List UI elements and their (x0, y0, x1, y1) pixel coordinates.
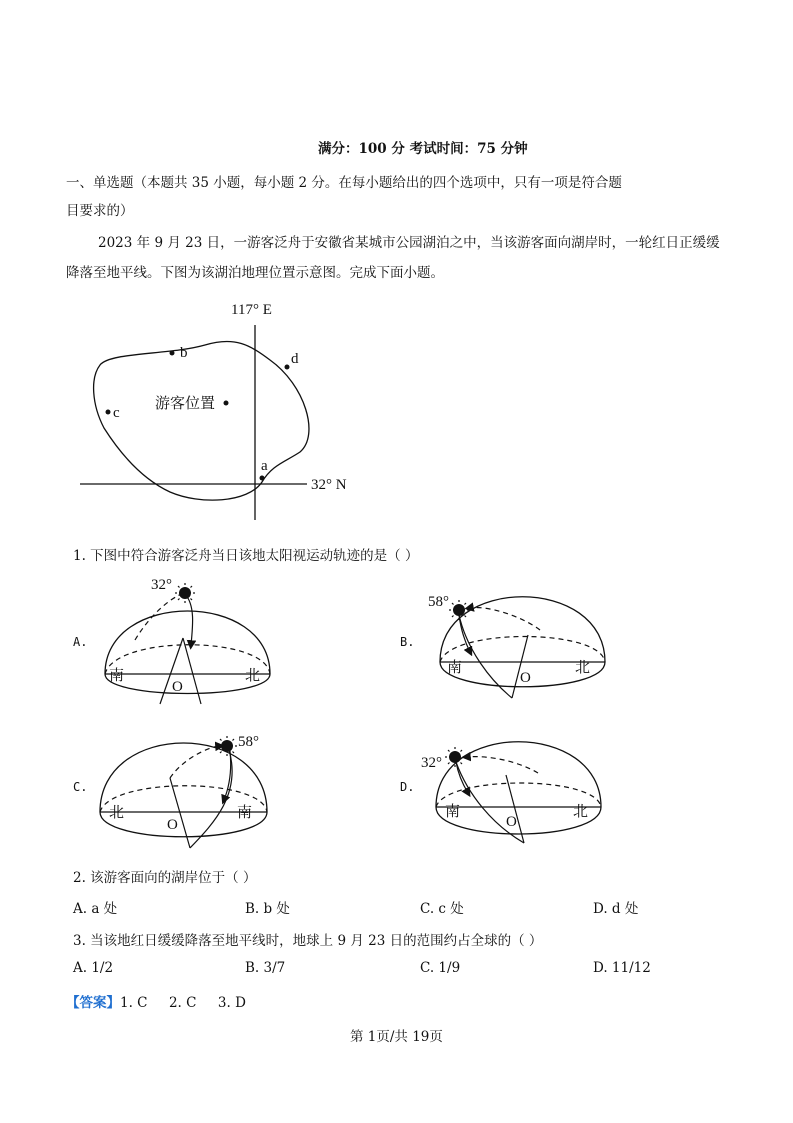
sun-icon (221, 740, 233, 752)
q1-option-b-diagram (425, 570, 615, 710)
q2-option-d[interactable]: D. d 处 (593, 901, 639, 917)
q1-option-c-diagram (92, 725, 282, 860)
center-label: O (172, 679, 183, 695)
right-direction: 北 (573, 804, 589, 820)
q3-option-c[interactable]: C. 1/9 (420, 960, 461, 976)
point-b-label: b (180, 345, 188, 361)
q1-option-d-letter[interactable]: D. (400, 780, 415, 794)
q2-option-b[interactable]: B. b 处 (245, 901, 290, 917)
q3-option-a[interactable]: A. 1/2 (73, 960, 114, 976)
point-a-label: a (261, 458, 268, 474)
angle-label: 32° (151, 577, 172, 593)
right-direction: 北 (245, 668, 261, 684)
q3-option-b[interactable]: B. 3/7 (245, 960, 286, 976)
section-title-line1: 一、单选题（本题共 35 小题，每小题 2 分。在每小题给出的四个选项中，只有一项是符合题 (66, 175, 622, 191)
center-label: O (520, 670, 531, 686)
page-footer: 第 1页/共 19页 (350, 1029, 443, 1045)
passage-line2: 降落至地平线。下图为该湖泊地理位置示意图。完成下面小题。 (66, 265, 444, 281)
q3-option-d[interactable]: D. 11/12 (593, 960, 651, 976)
tourist-label: 游客位置 (155, 396, 216, 412)
parallel-label: 32° N (311, 477, 347, 493)
sun-icon (453, 604, 465, 616)
q3-stem: 3. 当该地红日缓缓降落至地平线时，地球上 9 月 23 日的范围约占全球的（ ） (73, 933, 543, 949)
q2-option-a[interactable]: A. a 处 (73, 901, 118, 917)
center-label: O (506, 814, 517, 830)
point-d-dot (285, 365, 290, 370)
left-direction: 南 (109, 668, 125, 684)
angle-label: 58° (238, 734, 259, 750)
center-label: O (167, 817, 178, 833)
lake-outline (94, 341, 309, 500)
point-c-dot (106, 410, 111, 415)
point-c-label: c (113, 405, 120, 421)
answer-text: 1. C 2. C 3. D (120, 995, 246, 1011)
q1-option-a-diagram (95, 570, 285, 710)
angle-label: 58° (428, 594, 449, 610)
point-a-dot (260, 476, 265, 481)
q2-stem: 2. 该游客面向的湖岸位于（ ） (73, 870, 257, 886)
sun-icon (179, 587, 191, 599)
q1-option-a-letter[interactable]: A. (73, 635, 88, 649)
q1-option-b-letter[interactable]: B. (400, 635, 415, 649)
point-d-label: d (291, 351, 299, 367)
left-direction: 北 (109, 805, 125, 821)
answer-line (66, 991, 246, 1011)
right-direction: 南 (237, 805, 253, 821)
answer-tag: 【答案】 (66, 995, 120, 1011)
sun-icon (449, 751, 461, 763)
section-title-line2: 目要求的） (66, 203, 134, 219)
point-b-dot (170, 351, 175, 356)
angle-label: 32° (421, 755, 442, 771)
left-direction: 南 (447, 660, 463, 676)
tourist-dot (224, 401, 229, 406)
meridian-label: 117° E (231, 302, 272, 318)
right-direction: 北 (575, 660, 591, 676)
q2-option-c[interactable]: C. c 处 (420, 901, 464, 917)
left-direction: 南 (445, 804, 461, 820)
passage-line1: 2023 年 9 月 23 日，一游客泛舟于安徽省某城市公园湖泊之中，当该游客面向湖岸时，一轮红日正缓缓 (98, 235, 720, 251)
q1-option-d-diagram (418, 725, 613, 860)
q1-option-c-letter[interactable]: C. (73, 780, 88, 794)
score-time-line: 满分：100 分 考试时间：75 分钟 (318, 141, 528, 157)
q1-stem: 1. 下图中符合游客泛舟当日该地太阳视运动轨迹的是（ ） (73, 548, 419, 564)
